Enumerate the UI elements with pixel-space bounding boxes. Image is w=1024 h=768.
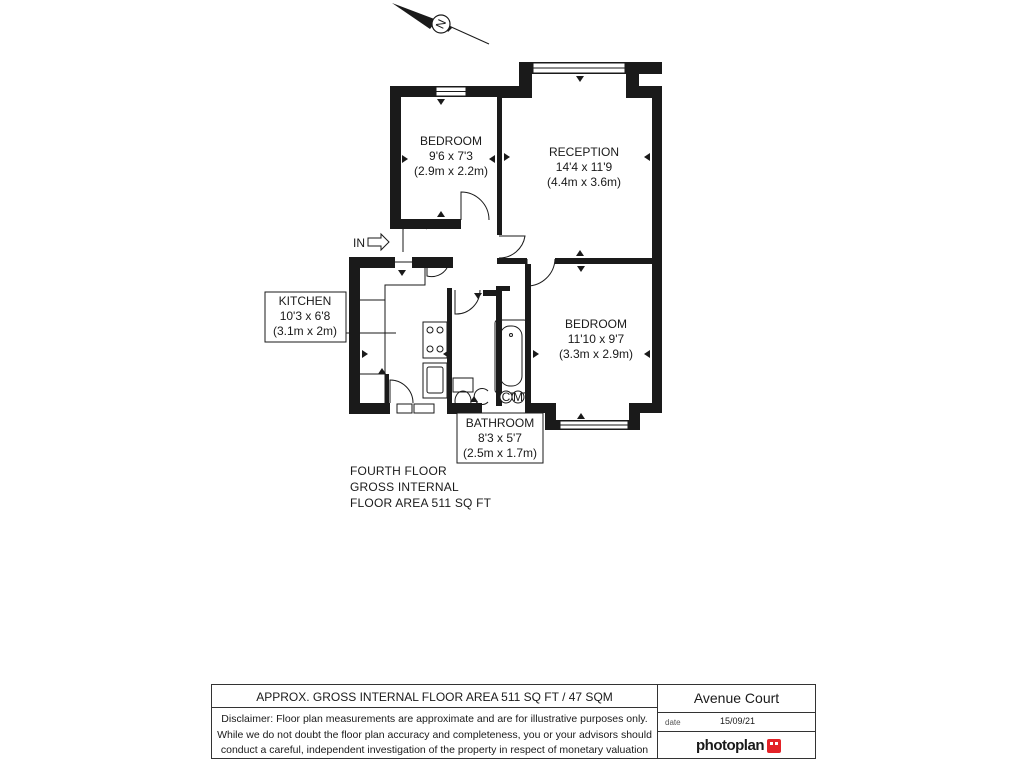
date-label: date bbox=[665, 718, 681, 727]
floor-gross-label: GROSS INTERNAL bbox=[350, 480, 459, 494]
dimension-markers bbox=[362, 76, 650, 419]
compass-icon bbox=[392, 3, 489, 44]
disclaimer-section bbox=[212, 685, 658, 758]
svg-text:(4.4m x 3.6m): (4.4m x 3.6m) bbox=[546, 175, 622, 189]
svg-text:BEDROOM: BEDROOM bbox=[564, 317, 628, 331]
property-name: Avenue Court bbox=[693, 690, 780, 706]
floor-name: FOURTH FLOOR bbox=[350, 464, 447, 478]
approx-floor-area: APPROX. GROSS INTERNAL FLOOR AREA 511 SQ FT / 47 SQM bbox=[256, 690, 613, 704]
room-label-reception bbox=[547, 145, 621, 189]
svg-text:(3.3m x 2.9m): (3.3m x 2.9m) bbox=[558, 347, 634, 361]
disclaimer-text bbox=[216, 712, 653, 759]
divider bbox=[658, 712, 815, 713]
fixture-markers bbox=[500, 390, 524, 404]
svg-text:11'10 x 9'7: 11'10 x 9'7 bbox=[567, 332, 625, 346]
windows bbox=[397, 63, 628, 429]
svg-text:RECEPTION: RECEPTION bbox=[548, 145, 620, 159]
svg-text:KITCHEN: KITCHEN bbox=[278, 294, 332, 308]
svg-text:(2.5m x 1.7m): (2.5m x 1.7m) bbox=[462, 446, 538, 460]
svg-text:10'3 x 6'8: 10'3 x 6'8 bbox=[279, 309, 331, 323]
divider bbox=[658, 731, 815, 732]
svg-text:14'4 x 11'9: 14'4 x 11'9 bbox=[555, 160, 613, 174]
svg-text:(2.9m x 2.2m): (2.9m x 2.2m) bbox=[413, 164, 489, 178]
disclaimer-line: While we do not doubt the floor plan accuracy and completeness, you or your advisors should bbox=[217, 728, 652, 741]
floor-area-value: FLOOR AREA 511 SQ FT bbox=[350, 496, 492, 510]
compass-letter: N bbox=[432, 17, 450, 31]
brand-logo: photoplan bbox=[696, 737, 764, 754]
svg-text:9'6 x 7'3: 9'6 x 7'3 bbox=[429, 149, 473, 163]
entrance-marker bbox=[353, 234, 389, 250]
divider bbox=[212, 707, 657, 708]
svg-text:BATHROOM: BATHROOM bbox=[465, 416, 535, 430]
svg-text:(3.1m x 2m): (3.1m x 2m) bbox=[272, 324, 338, 338]
room-label-kitchen bbox=[273, 294, 337, 338]
brand-icon bbox=[767, 739, 781, 753]
disclaimer-line: conduct a careful, independent investigation of the property in respect of monetary valuation bbox=[220, 744, 649, 756]
meter-label: M bbox=[513, 390, 523, 404]
date-value: 15/09/21 bbox=[720, 716, 756, 726]
exterior-walls bbox=[349, 62, 662, 430]
cylinder-label: C bbox=[501, 390, 511, 404]
floor-area-summary bbox=[350, 463, 491, 511]
svg-text:8'3 x 5'7: 8'3 x 5'7 bbox=[478, 431, 522, 445]
room-label-bedroom-2 bbox=[559, 317, 633, 361]
disclaimer-line: Disclaimer: Floor plan measurements are approximate and are for illustrative purposes only. bbox=[221, 713, 648, 725]
entrance-label: IN bbox=[353, 236, 365, 250]
svg-text:BEDROOM: BEDROOM bbox=[419, 134, 483, 148]
entrance-arrow-icon bbox=[368, 234, 389, 250]
info-panel bbox=[211, 684, 816, 759]
room-label-bedroom-1 bbox=[414, 134, 488, 178]
property-section bbox=[658, 685, 815, 758]
